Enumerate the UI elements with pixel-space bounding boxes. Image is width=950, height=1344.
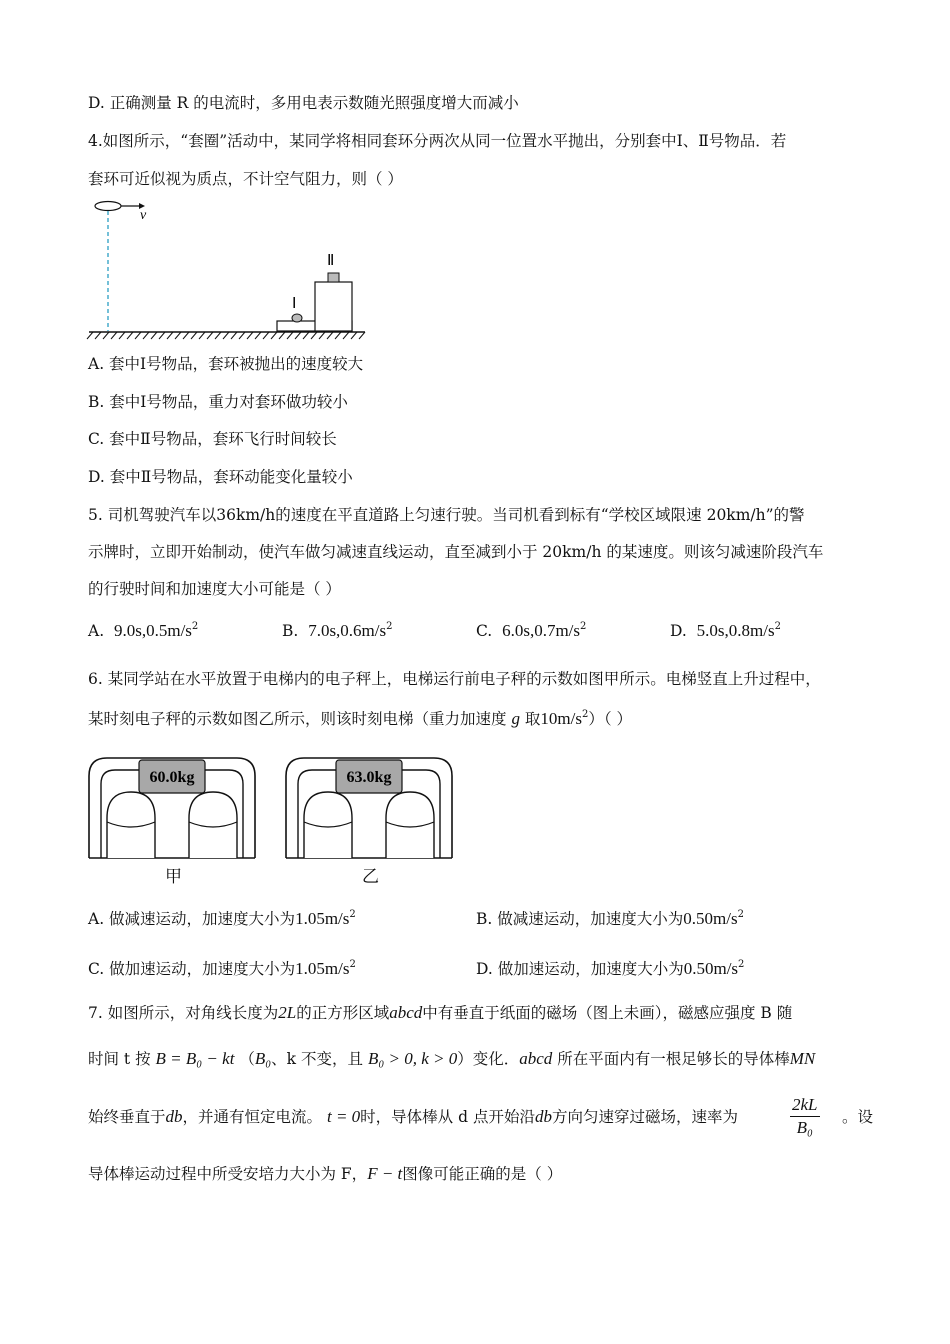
velocity-label: v	[140, 208, 147, 223]
q3-option-d: D. 正确测量 R 的电流时，多用电表示数随光照强度增大而减小	[88, 94, 519, 112]
scale-figure-1	[87, 756, 257, 860]
q4-figure	[85, 195, 375, 345]
q4-option-a: A. 套中Ⅰ号物品，套环被抛出的速度较大	[88, 355, 364, 373]
q4-option-b: B. 套中Ⅰ号物品，重力对套环做功较小	[88, 393, 348, 411]
fraction-numerator: 2kL	[790, 1094, 820, 1117]
q5-option-d: D. $5.0s,0.8m/s^2$	[670, 621, 781, 640]
q7-speed-fraction	[790, 1094, 820, 1139]
ring-icon	[95, 202, 121, 211]
q6-option-d: D. 做加速运动，加速度大小为$0.50m/s^2$	[476, 959, 745, 978]
scale-reading-1: 60.0kg	[149, 769, 195, 786]
scale-figure-2	[284, 756, 454, 860]
item-label-2: Ⅱ	[327, 253, 335, 269]
q5-stem-line2: 示牌时，立即开始制动，使汽车做匀减速直线运动，直至减到小于 20km/h 的某速度。则该匀减速阶段汽车	[88, 543, 824, 561]
q7-line3: 始终垂直于db，并通有恒定电流。 t = 0时，导体棒从 d 点开始沿db方向匀速穿过磁场，速率为	[88, 1107, 738, 1126]
q7-line4: 导体棒运动过程中所受安培力大小为 F，F − t图像可能正确的是（ ）	[88, 1164, 563, 1183]
q4-stem-line1: 4.如图所示，“套圈”活动中，某同学将相同套环分两次从同一位置水平抛出，分别套中Ⅰ、Ⅱ号物品．若	[88, 132, 787, 150]
q6-option-c: C. 做加速运动，加速度大小为$1.05m/s^2$	[88, 959, 356, 978]
q6-stem-line2: 某时刻电子秤的示数如图乙所示，则该时刻电梯（重力加速度 g 取$10m/s^2$）（ ）	[88, 709, 633, 728]
scale-caption-1: 甲	[165, 867, 182, 887]
q4-option-c: C. 套中Ⅱ号物品，套环飞行时间较长	[88, 430, 337, 448]
q4-stem-line2: 套环可近似视为质点，不计空气阻力，则（ ）	[88, 170, 403, 188]
scale-caption-2: 乙	[362, 867, 379, 887]
q4-option-d: D. 套中Ⅱ号物品，套环动能变化量较小	[88, 468, 353, 486]
q5-option-b: B. $7.0s,0.6m/s^2$	[282, 621, 393, 640]
q6-option-a: A. 做减速运动，加速度大小为$1.05m/s^2$	[88, 909, 356, 928]
q5-option-a: A. $9.0s,0.5m/s^2$	[88, 621, 199, 640]
q7-line1: 7. 如图所示，对角线长度为2L的正方形区域abcd中有垂直于纸面的磁场（图上未画），磁感应强度 B 随	[88, 1003, 793, 1022]
scale-reading-2: 63.0kg	[346, 769, 392, 786]
q6-option-b: B. 做减速运动，加速度大小为$0.50m/s^2$	[476, 909, 744, 928]
q7-line3-end: 。设	[842, 1108, 874, 1126]
q5-stem-line3: 的行驶时间和加速度大小可能是（ ）	[88, 580, 341, 598]
fraction-denominator: B₀	[796, 1118, 813, 1137]
q5-stem-line1: 5. 司机驾驶汽车以36km/h的速度在平直道路上匀速行驶。当司机看到标有“学校区域限速 20km/h”的警	[88, 506, 805, 524]
q7-line2: 时间 t 按 B = B₀ − kt （B₀、k 不变，且 B₀ > 0, k > 0）变化．abcd 所在平面内有一根足够长的导体棒MN	[88, 1049, 816, 1068]
q5-option-c: C. $6.0s,0.7m/s^2$	[476, 621, 587, 640]
item-label-1: Ⅰ	[292, 296, 297, 312]
q6-stem-line1: 6. 某同学站在水平放置于电梯内的电子秤上，电梯运行前电子秤的示数如图甲所示。电梯竖直上升过程中，	[88, 670, 821, 688]
